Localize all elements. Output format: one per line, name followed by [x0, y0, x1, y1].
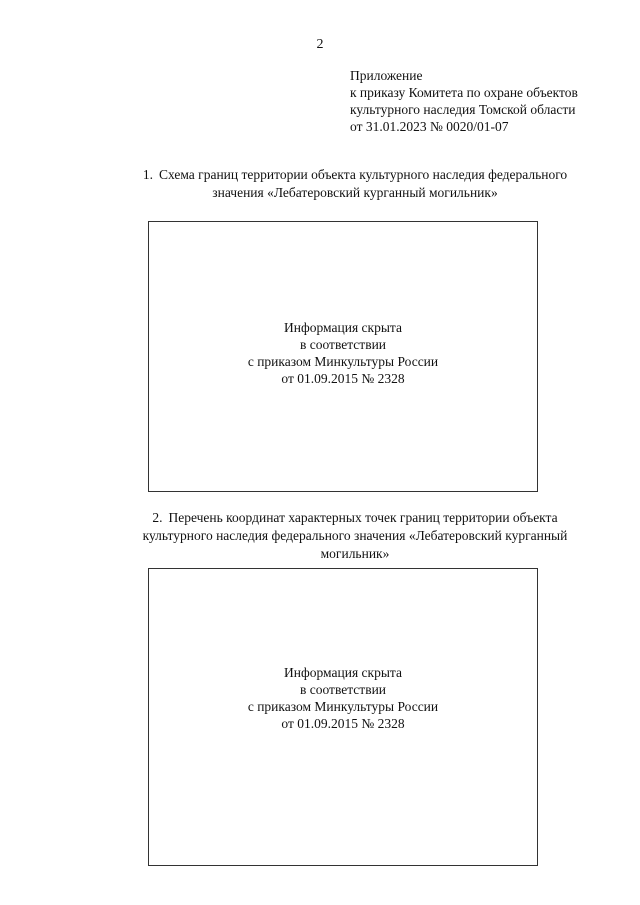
page-number: 2: [316, 37, 324, 52]
section-1-hidden-map-box: [148, 221, 538, 492]
section-1-title-line-2: значения «Лебатеровский курганный могильник»: [212, 185, 498, 200]
appendix-line-order: к приказу Комитета по охране объектов: [350, 85, 578, 100]
appendix-line-region: культурного наследия Томской области: [350, 102, 576, 117]
hidden-notice-line: в соответствии: [299, 337, 387, 352]
section-1-title: [118, 166, 592, 202]
hidden-notice-line: от 01.09.2015 № 2328: [281, 716, 405, 731]
section-1-title-text-1: Схема границ территории объекта культурного наследия федерального: [158, 167, 568, 182]
section-2-hidden-notice: [149, 664, 537, 732]
appendix-header: [350, 67, 620, 135]
hidden-notice-line: Информация скрыта: [284, 320, 402, 335]
section-2-title-line-3: могильник»: [320, 546, 390, 561]
hidden-notice-line: с приказом Минкультуры России: [247, 354, 439, 369]
section-1-title-line-1: [118, 166, 592, 184]
appendix-line-title: Приложение: [350, 68, 423, 83]
section-2-title: [118, 509, 592, 563]
appendix-line-date-number: от 31.01.2023 № 0020/01-07: [350, 119, 509, 134]
section-2-hidden-coordinates-box: [148, 568, 538, 866]
hidden-notice-line: с приказом Минкультуры России: [247, 699, 439, 714]
section-2-title-text-1: Перечень координат характерных точек границ территории объекта: [168, 510, 558, 525]
section-1-hidden-notice: [149, 319, 537, 387]
section-2-title-line-1: [118, 509, 592, 527]
section-2-number: 2.: [152, 510, 163, 525]
hidden-notice-line: от 01.09.2015 № 2328: [281, 371, 405, 386]
hidden-notice-line: Информация скрыта: [284, 665, 402, 680]
section-1-number: 1.: [142, 167, 153, 182]
section-2-title-line-2: культурного наследия федерального значения «Лебатеровский курганный: [142, 528, 568, 543]
hidden-notice-line: в соответствии: [299, 682, 387, 697]
